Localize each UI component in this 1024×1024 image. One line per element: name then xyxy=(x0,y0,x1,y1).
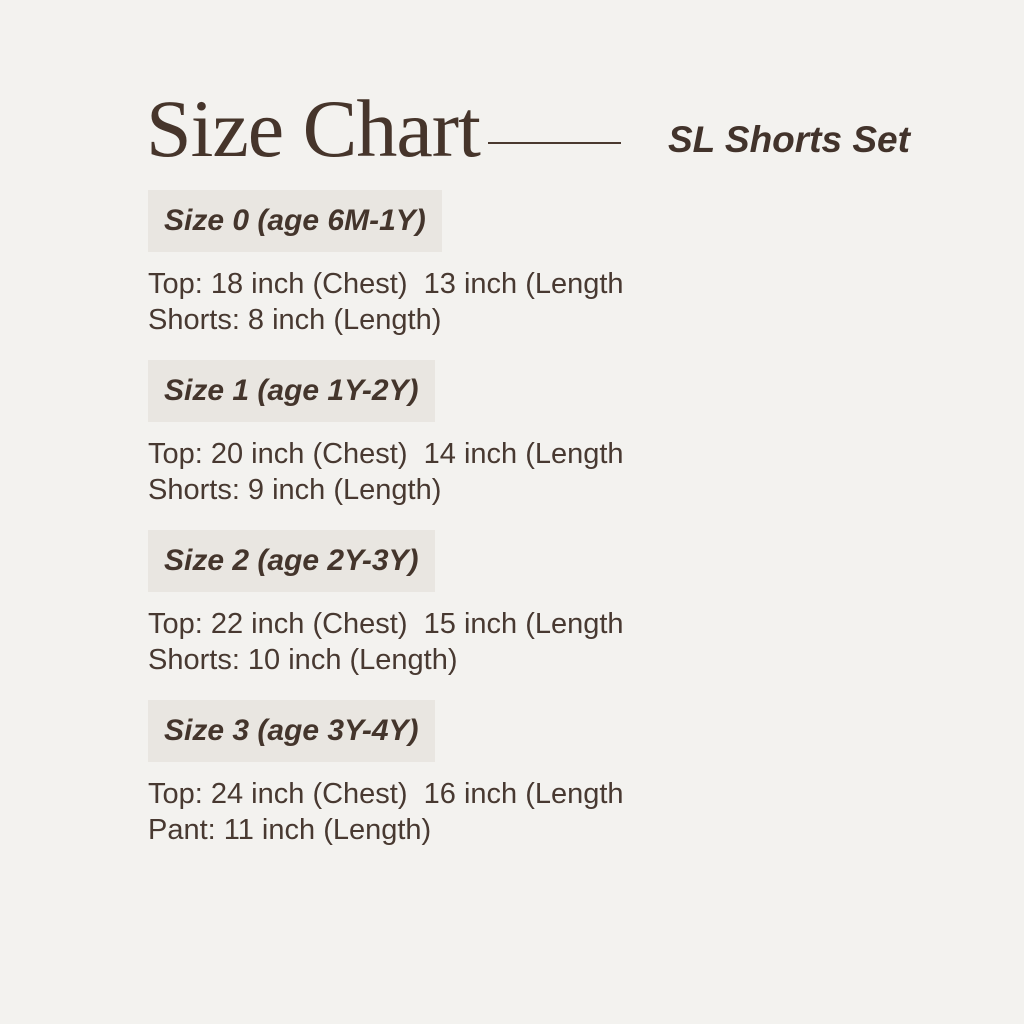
size-header: Size 1 (age 1Y-2Y) xyxy=(148,360,435,422)
bottom-measurements: Shorts: 8 inch (Length) xyxy=(148,304,442,336)
title-divider-line xyxy=(488,142,621,144)
page-title: Size Chart xyxy=(146,83,480,174)
top-measurements: Top: 18 inch (Chest) 13 inch (Length xyxy=(148,268,624,300)
size-section-0 xyxy=(148,190,868,338)
size-section-1 xyxy=(148,360,868,508)
bottom-measurements: Shorts: 9 inch (Length) xyxy=(148,474,442,506)
size-header: Size 2 (age 2Y-3Y) xyxy=(148,530,435,592)
top-measurements: Top: 22 inch (Chest) 15 inch (Length xyxy=(148,608,624,640)
bottom-measurements: Shorts: 10 inch (Length) xyxy=(148,644,458,676)
top-measurements: Top: 20 inch (Chest) 14 inch (Length xyxy=(148,438,624,470)
product-name: SL Shorts Set xyxy=(668,119,910,160)
size-header: Size 0 (age 6M-1Y) xyxy=(148,190,442,252)
size-section-3 xyxy=(148,700,868,848)
bottom-measurements: Pant: 11 inch (Length) xyxy=(148,814,432,846)
size-section-2 xyxy=(148,530,868,678)
size-sections xyxy=(148,190,868,870)
size-header: Size 3 (age 3Y-4Y) xyxy=(148,700,435,762)
top-measurements: Top: 24 inch (Chest) 16 inch (Length xyxy=(148,778,624,810)
